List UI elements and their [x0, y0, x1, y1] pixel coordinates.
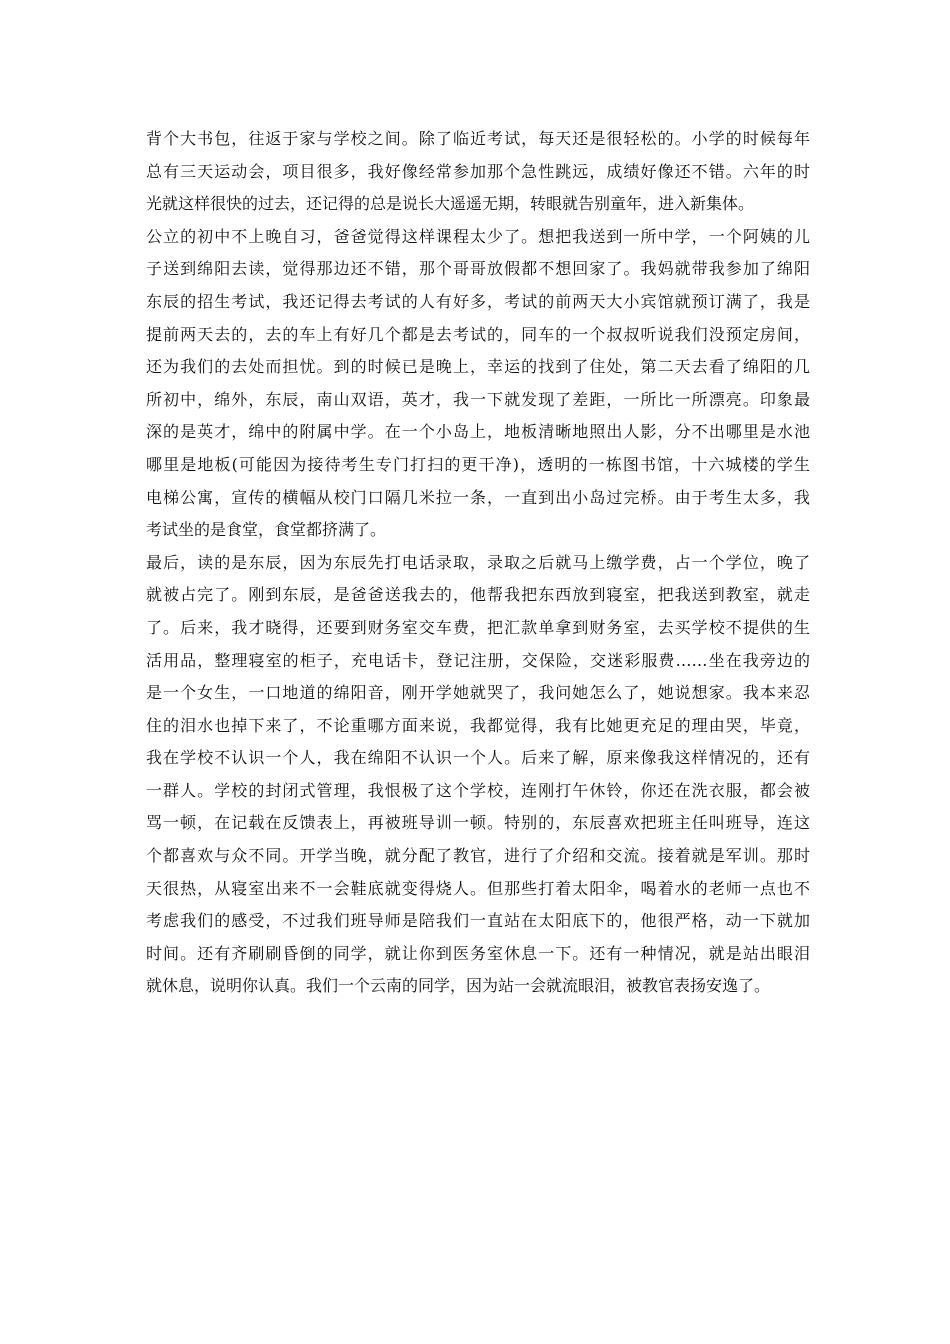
text-line: 提前两天去的，去的车上有好几个都是去考试的，同车的一个叔叔听说我们没预定房间， — [146, 324, 810, 344]
text-line: 深的是英才，绵中的附属中学。在一个小岛上，地板清晰地照出人影，分不出哪里是水池 — [146, 422, 810, 442]
text-line: 公立的初中不上晚自习，爸爸觉得这样课程太少了。想把我送到一所中学，一个阿姨的儿 — [146, 226, 810, 246]
text-line: 住的泪水也掉下来了，不论重哪方面来说，我都觉得，我有比她更充足的理由哭，毕竟， — [146, 715, 810, 735]
text-line: 时间。还有齐刷刷昏倒的同学，就让你到医务室休息一下。还有一种情况，就是站出眼泪 — [146, 943, 810, 963]
document-body — [146, 123, 810, 1003]
paragraph — [146, 123, 810, 221]
text-line: 背个大书包，往返于家与学校之间。除了临近考试，每天还是很轻松的。小学的时候每年 — [146, 129, 810, 148]
text-line: 就被占完了。刚到东辰，是爸爸送我去的，他帮我把东西放到寝室，把我送到教室，就走 — [146, 585, 810, 605]
text-line: 活用品，整理寝室的柜子，充电话卡，登记注册，交保险，交迷彩服费……坐在我旁边的 — [146, 650, 810, 670]
text-line: 哪里是地板(可能因为接待考生专门打扫的更干净)，透明的一栋图书馆，十六城楼的学生 — [146, 454, 810, 474]
text-line: 就休息，说明你认真。我们一个云南的同学，因为站一会就流眼泪，被教官表扬安逸了。 — [146, 976, 771, 996]
text-line: 我在学校不认识一个人，我在绵阳不认识一个人。后来了解，原来像我这样情况的，还有 — [146, 748, 810, 768]
paragraph — [146, 221, 810, 547]
text-line: 天很热，从寝室出来不一会鞋底就变得烧人。但那些打着太阳伞，喝着水的老师一点也不 — [146, 878, 810, 898]
text-line: 骂一顿，在记载在反馈表上，再被班导训一顿。特别的，东辰喜欢把班主任叫班导，连这 — [146, 813, 810, 833]
text-line: 总有三天运动会，项目很多，我好像经常参加那个急性跳远，成绩好像还不错。六年的时 — [146, 161, 810, 181]
text-line: 考虑我们的感受，不过我们班导师是陪我们一直站在太阳底下的，他很严格，动一下就加 — [146, 911, 810, 931]
text-line: 最后，读的是东辰，因为东辰先打电话录取，录取之后就马上缴学费，占一个学位，晚了 — [146, 552, 810, 572]
text-line: 还为我们的去处而担忧。到的时候已是晚上，幸运的找到了住处，第二天去看了绵阳的几 — [146, 357, 810, 377]
text-line: 所初中，绵外，东辰，南山双语，英才，我一下就发现了差距，一所比一所漂亮。印象最 — [146, 389, 810, 409]
text-line: 电梯公寓，宣传的横幅从校门口隔几米拉一条，一直到出小岛过完桥。由于考生太多，我 — [146, 487, 810, 507]
text-line: 考试坐的是食堂，食堂都挤满了。 — [146, 520, 387, 540]
text-line: 光就这样很快的过去，还记得的总是说长大遥遥无期，转眼就告别童年，进入新集体。 — [146, 194, 755, 214]
paragraph — [146, 547, 810, 1003]
text-line: 了。后来，我才晓得，还要到财务室交车费，把汇款单拿到财务室，去买学校不提供的生 — [146, 617, 810, 637]
text-line: 东辰的招生考试，我还记得去考试的人有好多，考试的前两天大小宾馆就预订满了，我是 — [146, 291, 810, 311]
text-line: 是一个女生，一口地道的绵阳音，刚开学她就哭了，我问她怎么了，她说想家。我本来忍 — [146, 683, 810, 703]
text-line: 一群人。学校的封闭式管理，我恨极了这个学校，连刚打午休铃，你还在洗衣服，都会被 — [146, 780, 810, 800]
text-line: 个都喜欢与众不同。开学当晚，就分配了教官，进行了介绍和交流。接着就是军训。那时 — [146, 846, 810, 866]
text-line: 子送到绵阳去读，觉得那边还不错，那个哥哥放假都不想回家了。我妈就带我参加了绵阳 — [146, 259, 810, 279]
